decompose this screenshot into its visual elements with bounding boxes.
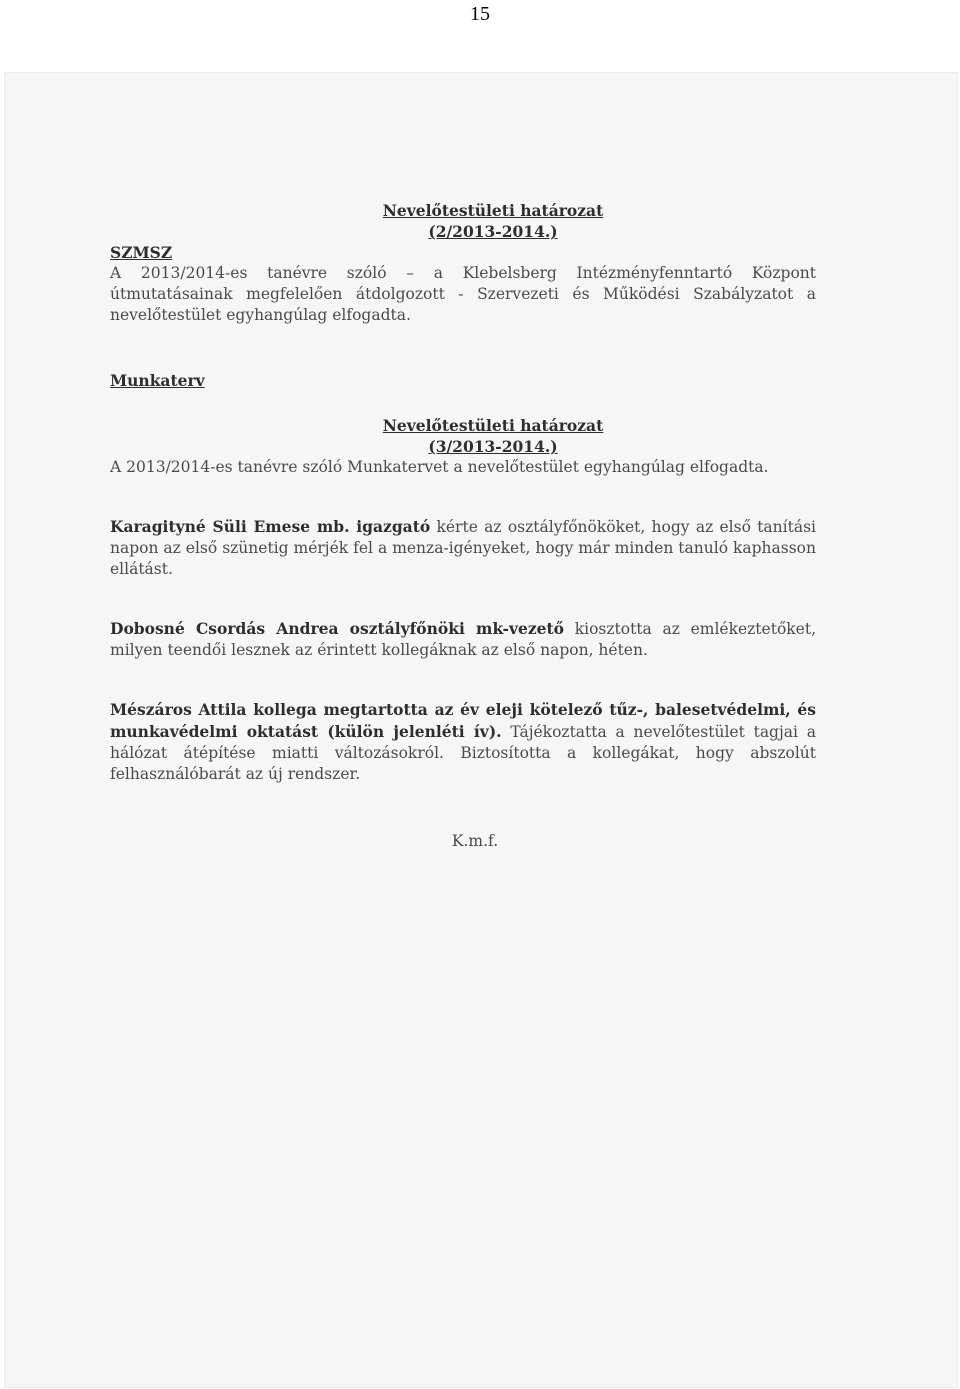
- resolution-2-title: Nevelőtestületi határozat: [382, 416, 604, 435]
- meszaros-text: Tájékoztatta a nevelőtestület tagjai a hálózat átépítése miatti változásokról. Biztosította a kollegákat, hogy abszolút felhasználóbarát az új rendszer.: [110, 723, 816, 783]
- closing-kmf: K.m.f.: [451, 832, 499, 850]
- meszaros-statement: Mészáros Attila kollega megtartotta az év eleji kötelező tűz-, balesetvédelmi, és munkavédelmi oktatást (külön jelenléti ív).: [110, 700, 816, 741]
- dobosne-paragraph: [110, 618, 816, 661]
- dobosne-name: Dobosné Csordás Andrea osztályfőnöki mk-vezető: [110, 619, 565, 638]
- munkaterv-heading: Munkaterv: [110, 371, 205, 390]
- karagityne-paragraph: [110, 516, 816, 580]
- szmsz-text: A 2013/2014-es tanévre szóló – a Klebelsberg Intézményfenntartó Központ útmutatásainak megfelelően átdolgozott - Szervezeti és Működési Szabályzatot a nevelőtestület egyhangúlag elfogadta.: [110, 264, 816, 324]
- resolution-2-text: A 2013/2014-es tanévre szóló Munkatervet a nevelőtestület egyhangúlag elfogadta.: [110, 458, 769, 476]
- karagityne-name: Karagityné Süli Emese mb. igazgató: [110, 517, 431, 536]
- resolution-2-number: (3/2013-2014.): [428, 437, 558, 456]
- document-body: [110, 200, 816, 852]
- meszaros-paragraph: [110, 699, 816, 785]
- resolution-1-number: (2/2013-2014.): [428, 222, 558, 241]
- karagityne-text: kérte az osztályfőnököket, hogy az első tanítási napon az első szünetig mérjék fel a menza-igényeket, hogy már minden tanuló kaphasson ellátást.: [110, 518, 816, 578]
- page-number: 15: [470, 3, 490, 25]
- resolution-1-title: Nevelőtestületi határozat: [382, 201, 604, 220]
- dobosne-text: kiosztotta az emlékeztetőket, milyen teendői lesznek az érintett kollegáknak az első napon, héten.: [110, 620, 816, 659]
- szmsz-heading: SZMSZ: [110, 243, 173, 262]
